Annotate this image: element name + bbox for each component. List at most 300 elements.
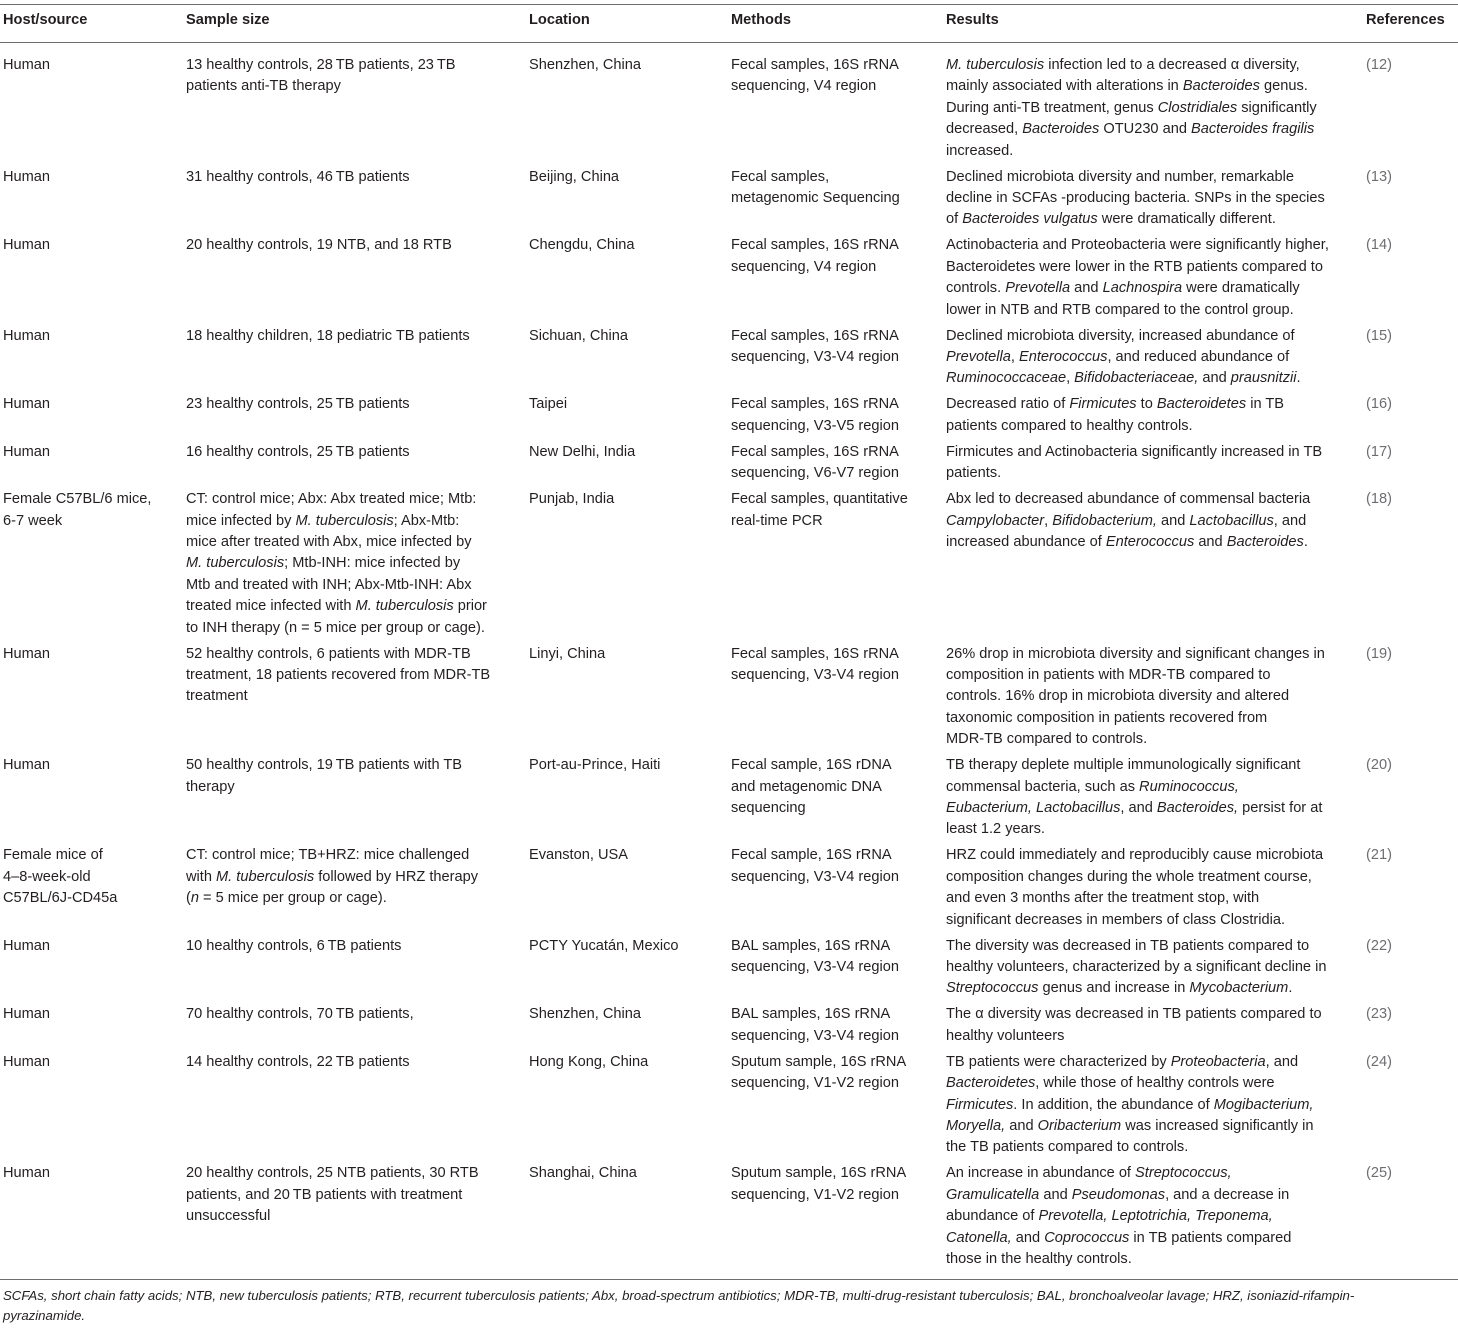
cell-host — [3, 845, 175, 909]
text-segment: decreased, — [946, 121, 1023, 138]
text-segment: genus and increase in — [1038, 980, 1190, 997]
cell-line — [946, 167, 1356, 188]
cell-reference: (22) — [1366, 937, 1392, 954]
text-segment: in TB patients compared — [1129, 1229, 1292, 1246]
cell-line — [186, 532, 516, 553]
cell-line: 18 healthy children, 18 pediatric TB patients — [186, 327, 470, 344]
text-segment: , and reduced abundance of — [1107, 349, 1290, 365]
cell-line — [946, 463, 1356, 484]
cell-line — [946, 76, 1356, 97]
cell-methods — [731, 326, 931, 369]
cell-host — [3, 235, 175, 256]
cell-line: Shenzhen, China — [529, 1006, 641, 1023]
text-segment: , — [1044, 512, 1053, 529]
text-segment: of — [946, 211, 963, 228]
text-segment: controls. 16% drop in microbiota diversity and altered — [946, 688, 1290, 705]
text-segment: . — [1303, 534, 1308, 550]
text-segment: Actinobacteria and Proteobacteria were significantly higher, — [946, 237, 1329, 254]
cell-line: New Delhi, India — [529, 443, 636, 460]
cell-line: Human — [3, 396, 51, 413]
text-segment: mice infected by — [186, 512, 296, 529]
text-segment: The diversity was decreased in TB patients compared to — [946, 937, 1310, 954]
cell-line — [946, 1026, 1356, 1047]
cell-line — [946, 1116, 1356, 1137]
italic-text: Proteobacteria — [1170, 1053, 1266, 1070]
cell-methods — [731, 489, 931, 532]
cell-line: 20 healthy controls, 19 NTB, and 18 RTB — [186, 237, 452, 254]
text-segment: , and — [1273, 512, 1307, 529]
text-segment: 26% drop in microbiota diversity and significant changes in — [946, 645, 1325, 662]
cell-host — [3, 755, 175, 776]
cell-line: Human — [3, 1053, 51, 1070]
cell-line — [946, 1249, 1356, 1270]
text-segment: genus. — [1259, 78, 1308, 95]
text-segment: . — [1288, 980, 1293, 997]
italic-text: Prevotella, Leptotrichia, Treponema, — [1038, 1208, 1273, 1225]
cell-line — [946, 755, 1356, 776]
cell-sample-size — [186, 755, 516, 798]
cell-line: Shanghai, China — [529, 1165, 637, 1182]
text-segment: was increased significantly in — [1121, 1118, 1314, 1135]
text-segment: Declined microbiota diversity and number, remarkable — [946, 168, 1294, 185]
text-segment: significantly — [1237, 99, 1317, 116]
cell-line — [186, 511, 516, 532]
cell-reference: (19) — [1366, 645, 1392, 662]
italic-text: Bacteroidetes — [1156, 396, 1247, 413]
cell-reference: (13) — [1366, 168, 1392, 185]
text-segment: mainly associated with alterations in — [946, 78, 1183, 95]
italic-text: Streptococcus — [946, 980, 1039, 997]
cell-line: Fecal sample, 16S rRNA — [731, 847, 892, 864]
cell-host — [3, 55, 175, 76]
cell-line: sequencing, V4 region — [731, 258, 877, 275]
header-host-source: Host/source — [3, 12, 88, 29]
cell-line — [946, 910, 1356, 931]
cell-sample-size — [186, 489, 516, 639]
cell-line — [946, 798, 1356, 819]
text-segment: composition changes during the whole treatment course, — [946, 868, 1312, 885]
cell-line: Fecal samples, 16S rRNA — [731, 237, 899, 254]
cell-line — [946, 416, 1356, 437]
cell-location — [529, 55, 719, 76]
cell-results — [946, 936, 1356, 1000]
italic-text: Bacteroides — [1022, 121, 1100, 138]
italic-text: Streptococcus, — [1135, 1165, 1232, 1182]
cell-reference: (14) — [1366, 237, 1392, 254]
cell-line: Human — [3, 443, 51, 460]
cell-methods — [731, 936, 931, 979]
cell-methods — [731, 845, 931, 888]
cell-line: Sichuan, China — [529, 327, 628, 344]
header-references: References — [1366, 12, 1445, 29]
italic-text: Bifidobacterium, — [1052, 512, 1157, 529]
cell-sample-size — [186, 55, 516, 98]
cell-line: 52 healthy controls, 6 patients with MDR-TB — [186, 645, 471, 662]
cell-line: sequencing, V1-V2 region — [731, 1186, 899, 1203]
text-segment: , and — [1120, 800, 1157, 816]
text-segment: those in the healthy controls. — [946, 1251, 1132, 1268]
italic-text: Lactobacillus — [1189, 512, 1274, 529]
cell-sample-size — [186, 326, 516, 347]
header-location: Location — [529, 12, 590, 29]
cell-line — [946, 442, 1356, 463]
cell-line: Human — [3, 327, 51, 344]
italic-text: Bacteroidetes — [946, 1075, 1036, 1092]
cell-line: Linyi, China — [529, 645, 606, 662]
cell-line: 16 healthy controls, 25 TB patients — [186, 443, 410, 460]
cell-location — [529, 442, 719, 463]
cell-line: Hong Kong, China — [529, 1053, 649, 1070]
text-segment: with — [186, 868, 217, 885]
cell-line — [946, 368, 1356, 389]
text-segment: , — [1010, 349, 1020, 365]
cell-line: PCTY Yucatán, Mexico — [529, 937, 679, 954]
cell-line: unsuccessful — [186, 1208, 271, 1225]
cell-methods — [731, 755, 931, 819]
text-segment: ; Mtb-INH: mice infected by — [284, 555, 461, 572]
italic-text: M. tuberculosis — [216, 868, 315, 885]
cell-line: 23 healthy controls, 25 TB patients — [186, 396, 410, 413]
cell-reference: (17) — [1366, 443, 1392, 460]
italic-text: Ruminococcaceae — [946, 370, 1067, 387]
cell-line: treatment, 18 patients recovered from MDR-TB — [186, 667, 491, 683]
cell-methods — [731, 1004, 931, 1047]
text-segment: abundance of — [946, 1208, 1039, 1225]
cell-location — [529, 489, 719, 510]
cell-location — [529, 235, 719, 256]
text-segment: patients compared to healthy controls. — [946, 417, 1193, 434]
cell-line — [946, 819, 1356, 840]
italic-text: Prevotella — [946, 349, 1011, 365]
cell-line — [946, 326, 1356, 347]
italic-text: Bacteroides — [1226, 534, 1304, 550]
cell-reference: (21) — [1366, 847, 1392, 864]
text-segment: decline in SCFAs -producing bacteria. SNPs in the species — [946, 190, 1325, 206]
italic-text: M. tuberculosis — [186, 555, 285, 572]
cell-host — [3, 326, 175, 347]
cell-results — [946, 755, 1356, 841]
cell-line: 20 healthy controls, 25 NTB patients, 30 RTB — [186, 1165, 479, 1182]
italic-text: Mogibacterium, — [1213, 1096, 1314, 1113]
cell-line: Female C57BL/6 mice, — [3, 491, 152, 508]
text-segment: commensal bacteria, such as — [946, 778, 1140, 795]
cell-line — [946, 188, 1356, 209]
text-segment: Decreased ratio of — [946, 396, 1070, 413]
text-segment: Mtb and treated with INH; Abx-Mtb-INH: Abx — [186, 576, 472, 593]
italic-text: M. tuberculosis — [295, 512, 394, 529]
cell-line — [946, 511, 1356, 532]
cell-line: Port-au-Prince, Haiti — [529, 757, 661, 774]
cell-line: Fecal samples, 16S rRNA — [731, 443, 899, 460]
italic-text: Bifidobacteriaceae, — [1074, 370, 1199, 387]
cell-sample-size — [186, 1052, 516, 1073]
cell-line — [946, 394, 1356, 415]
cell-reference: (12) — [1366, 57, 1392, 73]
text-segment: and — [1070, 280, 1103, 297]
table-footnote — [3, 1286, 1453, 1326]
text-segment: treated mice infected with — [186, 598, 356, 615]
cell-line — [946, 867, 1356, 888]
cell-line — [946, 665, 1356, 686]
cell-location — [529, 936, 719, 957]
cell-line: Fecal samples, 16S rRNA — [731, 57, 899, 73]
text-segment: An increase in abundance of — [946, 1165, 1136, 1182]
cell-line: Evanston, USA — [529, 847, 628, 864]
cell-line — [946, 957, 1356, 978]
text-segment: increased. — [946, 142, 1014, 159]
cell-results — [946, 55, 1356, 162]
italic-text: Firmicutes — [1069, 396, 1137, 413]
text-segment: ; Abx-Mtb: — [393, 512, 460, 529]
cell-line — [946, 1073, 1356, 1094]
cell-line — [946, 489, 1356, 510]
cell-line — [946, 1004, 1356, 1025]
cell-location — [529, 1163, 719, 1184]
italic-text: prausnitzii — [1230, 370, 1297, 387]
text-segment: = 5 mice per group or cage). — [199, 890, 387, 907]
italic-text: Gramulicatella — [946, 1186, 1040, 1203]
cell-line: Fecal sample, 16S rDNA — [731, 757, 892, 774]
italic-text: Moryella, — [946, 1118, 1006, 1135]
text-segment: mice after treated with Abx, mice infected by — [186, 534, 472, 550]
italic-text: Oribacterium — [1037, 1118, 1122, 1135]
text-segment: and — [1005, 1118, 1038, 1135]
cell-line — [946, 1052, 1356, 1073]
cell-line: Fecal samples, quantitative — [731, 491, 908, 508]
cell-line: and metagenomic DNA — [731, 778, 882, 795]
cell-line: Human — [3, 237, 51, 254]
cell-line — [946, 936, 1356, 957]
text-segment: . In addition, the abundance of — [1013, 1096, 1214, 1113]
cell-location — [529, 845, 719, 866]
cell-line — [946, 708, 1356, 729]
cell-methods — [731, 1052, 931, 1095]
cell-line: 14 healthy controls, 22 TB patients — [186, 1053, 410, 1070]
cell-line — [946, 1095, 1356, 1116]
cell-location — [529, 644, 719, 665]
cell-results — [946, 394, 1356, 437]
cell-line: Human — [3, 937, 51, 954]
text-segment: Declined microbiota diversity, increased abundance of — [946, 327, 1295, 344]
text-segment: MDR-TB compared to controls. — [946, 731, 1148, 748]
cell-location — [529, 1004, 719, 1025]
cell-line — [946, 777, 1356, 798]
text-segment: ( — [186, 890, 191, 907]
cell-line — [946, 347, 1356, 368]
cell-methods — [731, 394, 931, 437]
text-segment: the TB patients compared to controls. — [946, 1139, 1189, 1156]
italic-text: Ruminococcus, — [1139, 778, 1239, 795]
cell-line: C57BL/6J-CD45a — [3, 890, 118, 907]
text-segment: The α diversity was decreased in TB patients compared to — [946, 1006, 1322, 1023]
text-segment: Firmicutes and Actinobacteria significantly increased in TB — [946, 443, 1323, 460]
cell-line: patients, and 20 TB patients with treatment — [186, 1186, 463, 1203]
text-segment: controls. — [946, 280, 1006, 297]
cell-line — [946, 278, 1356, 299]
cell-host — [3, 1004, 175, 1025]
italic-text: Bacteroides — [1182, 78, 1260, 95]
cell-line: sequencing, V4 region — [731, 78, 877, 95]
cell-line — [946, 235, 1356, 256]
cell-line — [946, 1206, 1356, 1227]
text-segment: and — [1198, 370, 1231, 387]
cell-sample-size — [186, 1163, 516, 1227]
text-segment: CT: control mice; TB+HRZ: mice challenged — [186, 847, 470, 864]
cell-results — [946, 489, 1356, 553]
text-segment: and — [1039, 1186, 1072, 1203]
cell-reference: (16) — [1366, 396, 1392, 413]
text-segment: infection led to a decreased α diversity, — [1044, 57, 1300, 73]
cell-line — [946, 1163, 1356, 1184]
cell-line: Fecal samples, 16S rRNA — [731, 327, 899, 344]
text-segment: to INH therapy (n = 5 mice per group or cage). — [186, 619, 485, 636]
cell-line: 50 healthy controls, 19 TB patients with TB — [186, 757, 463, 774]
text-segment: OTU230 and — [1099, 121, 1192, 138]
cell-line: metagenomic Sequencing — [731, 190, 900, 206]
cell-line: BAL samples, 16S rRNA — [731, 1006, 891, 1023]
italic-text: Eubacterium, Lactobacillus — [946, 800, 1121, 816]
italic-text: Prevotella — [1005, 280, 1071, 297]
cell-line — [946, 209, 1356, 230]
cell-line — [946, 55, 1356, 76]
text-segment: , — [1066, 370, 1075, 387]
text-segment: HRZ could immediately and reproducibly cause microbiota — [946, 847, 1324, 864]
cell-line: Female mice of — [3, 847, 103, 864]
cell-results — [946, 442, 1356, 485]
cell-line — [946, 141, 1356, 162]
cell-host — [3, 1052, 175, 1073]
italic-text: Catonella, — [946, 1229, 1012, 1246]
cell-location — [529, 1052, 719, 1073]
italic-text: Clostridiales — [1157, 99, 1238, 116]
cell-host — [3, 936, 175, 957]
cell-results — [946, 326, 1356, 390]
cell-reference: (15) — [1366, 327, 1392, 344]
cell-methods — [731, 55, 931, 98]
cell-line: treatment — [186, 688, 248, 705]
text-segment: Bacteroidetes were lower in the RTB patients compared to — [946, 258, 1323, 275]
italic-text: M. tuberculosis — [946, 57, 1045, 73]
cell-host — [3, 442, 175, 463]
cell-line — [946, 888, 1356, 909]
italic-text: Coprococcus — [1044, 1229, 1130, 1246]
cell-line — [946, 1185, 1356, 1206]
cell-line — [946, 729, 1356, 750]
cell-line: sequencing, V3-V4 region — [731, 959, 899, 975]
text-segment: to — [1136, 396, 1157, 413]
cell-line: sequencing — [731, 800, 806, 816]
italic-text: Enterococcus — [1105, 534, 1195, 550]
cell-location — [529, 167, 719, 188]
text-segment: and — [1011, 1229, 1045, 1246]
text-segment: taxonomic composition in patients recovered from — [946, 709, 1268, 726]
cell-line — [946, 1228, 1356, 1249]
cell-line — [186, 845, 516, 866]
cell-line: sequencing, V3-V4 region — [731, 868, 899, 885]
text-segment: . — [1296, 370, 1301, 387]
cell-line: patients anti-TB therapy — [186, 78, 341, 95]
cell-line: Human — [3, 168, 51, 185]
cell-host — [3, 489, 175, 532]
cell-line: Fecal samples, 16S rRNA — [731, 645, 899, 662]
italic-text: Bacteroides fragilis — [1191, 121, 1315, 138]
cell-line — [946, 257, 1356, 278]
text-segment: and even 3 months after the treatment stop, with — [946, 890, 1260, 907]
cell-line: Human — [3, 645, 51, 662]
cell-reference: (20) — [1366, 757, 1392, 774]
cell-reference: (18) — [1366, 491, 1392, 508]
italic-text: Pseudomonas — [1071, 1186, 1166, 1203]
cell-results — [946, 845, 1356, 931]
cell-line: sequencing, V3-V4 region — [731, 667, 899, 683]
cell-line: Chengdu, China — [529, 237, 635, 254]
cell-reference: (24) — [1366, 1053, 1392, 1070]
cell-sample-size — [186, 936, 516, 957]
cell-location — [529, 755, 719, 776]
cell-line — [186, 888, 516, 909]
cell-sample-size — [186, 235, 516, 256]
cell-line — [186, 575, 516, 596]
text-segment: During anti-TB treatment, genus — [946, 99, 1158, 116]
cell-line: therapy — [186, 778, 235, 795]
text-segment: followed by HRZ therapy — [314, 868, 479, 885]
text-segment: healthy volunteers — [946, 1027, 1065, 1044]
italic-text: Campylobacter — [946, 512, 1045, 529]
cell-line — [946, 644, 1356, 665]
cell-line: Taipei — [529, 396, 568, 413]
cell-host — [3, 394, 175, 415]
text-segment: , and a decrease in — [1165, 1186, 1290, 1203]
cell-location — [529, 326, 719, 347]
italic-text: Lachnospira — [1102, 280, 1183, 297]
cell-reference: (25) — [1366, 1165, 1392, 1182]
text-segment: TB patients were characterized by — [946, 1053, 1171, 1070]
text-segment: were dramatically — [1182, 280, 1300, 297]
cell-methods — [731, 644, 931, 687]
text-segment: persist for at — [1238, 800, 1323, 816]
cell-results — [946, 1052, 1356, 1159]
text-segment: and — [1194, 534, 1227, 550]
cell-line — [946, 119, 1356, 140]
cell-line — [186, 596, 516, 617]
cell-host — [3, 167, 175, 188]
text-segment: composition in patients with MDR-TB compared to — [946, 667, 1271, 683]
italic-text: Firmicutes — [946, 1096, 1014, 1113]
cell-line: sequencing, V3-V5 region — [731, 417, 899, 434]
italic-text: Mycobacterium — [1189, 980, 1289, 997]
cell-line: 10 healthy controls, 6 TB patients — [186, 937, 402, 954]
text-segment: were dramatically different. — [1097, 211, 1276, 228]
cell-sample-size — [186, 167, 516, 188]
cell-location — [529, 394, 719, 415]
cell-line — [186, 867, 516, 888]
header-bottom-rule — [0, 42, 1458, 43]
header-methods: Methods — [731, 12, 791, 29]
italic-text: Bacteroides, — [1156, 800, 1239, 816]
cell-line: sequencing, V3-V4 region — [731, 1027, 899, 1044]
cell-line — [946, 686, 1356, 707]
cell-line — [946, 978, 1356, 999]
cell-line — [946, 1137, 1356, 1158]
cell-line — [186, 618, 516, 639]
cell-sample-size — [186, 644, 516, 708]
text-segment: significant decreases in members of class Clostridia. — [946, 911, 1286, 928]
cell-line: sequencing, V3-V4 region — [731, 349, 899, 365]
cell-line: Sputum sample, 16S rRNA — [731, 1165, 907, 1182]
italic-text: n — [190, 890, 199, 907]
footnote-line: pyrazinamide. — [3, 1308, 86, 1323]
cell-line — [946, 300, 1356, 321]
